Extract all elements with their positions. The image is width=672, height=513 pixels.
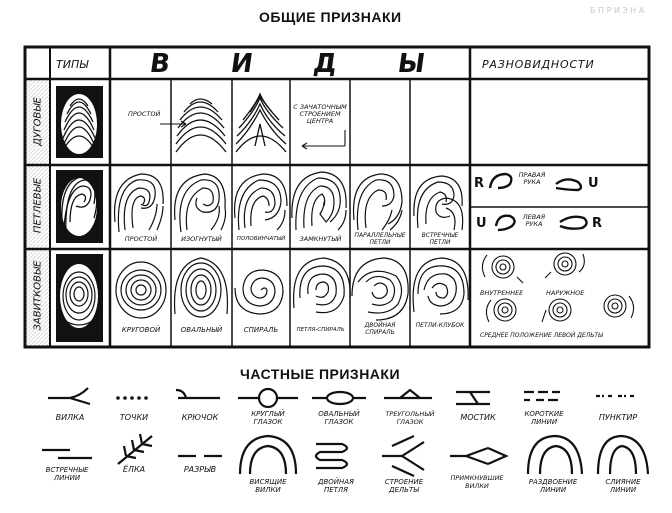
feature-label: СЛИЯНИЕ ЛИНИИ xyxy=(605,478,641,494)
general-features-title: ОБЩИЕ ПРИЗНАКИ xyxy=(259,9,402,25)
feature-label: ТОЧКИ xyxy=(119,413,149,422)
feature-label: ТРЕУГОЛЬНЫЙ ГЛАЗОК xyxy=(385,410,435,426)
feature-label: ПУНКТИР xyxy=(598,413,638,422)
loop-kind-label: ПРОСТОЙ xyxy=(124,235,158,243)
feature-label: ВИСЯЩИЕ ВИЛКИ xyxy=(249,478,287,494)
bleed-through-text: Б П Р И З Н А xyxy=(590,6,645,15)
loop-kind-label: ПОЛОВИНЧАТЫЙ xyxy=(236,236,286,242)
row-label-loop: ПЕТЛЕВЫЕ xyxy=(32,177,44,234)
type-thumbnail-loop xyxy=(56,170,103,243)
type-thumbnail-arc xyxy=(56,86,103,158)
feature-label: МОСТИК xyxy=(460,413,496,422)
whorl-kind-prints xyxy=(116,258,468,320)
whorl-kind-label: ОВАЛЬНЫЙ xyxy=(180,326,223,334)
whorl-kind-label: ПЕТЛЯ-СПИРАЛЬ xyxy=(296,327,345,333)
arch-simple-label: ПРОСТОЙ xyxy=(128,110,161,118)
loop-variety-letter: R xyxy=(474,176,485,191)
whorl-kind-label: СПИРАЛЬ xyxy=(243,326,279,334)
feature-label: ЁЛКА xyxy=(122,465,146,474)
left-hand-label: ЛЕВАЯ РУКА xyxy=(522,213,546,228)
loop-variety-letter: U xyxy=(588,176,599,191)
feature-label: РАЗРЫВ xyxy=(183,465,217,474)
loop-variety-letter: R xyxy=(592,216,603,231)
arch-tented-print xyxy=(236,94,286,152)
type-thumbnail-whorl xyxy=(56,254,103,342)
feature-label: ВИЛКА xyxy=(55,413,85,422)
feature-label: КРУГЛЫЙ ГЛАЗОК xyxy=(251,410,285,426)
right-hand-label: ПРАВАЯ РУКА xyxy=(518,171,546,186)
feature-label: ВСТРЕЧНЫЕ ЛИНИИ xyxy=(45,466,89,482)
particular-feature-glyphs-row1 xyxy=(48,388,636,407)
whorl-variety-inner: ВНУТРЕННЕЕ xyxy=(480,289,524,297)
feature-label: ДВОЙНАЯ ПЕТЛЯ xyxy=(318,478,354,494)
loop-kind-label: ПАРАЛЛЕЛЬНЫЕ ПЕТЛИ xyxy=(354,232,406,246)
arch-tented-label: С ЗАЧАТОЧНЫМ СТРОЕНИЕМ ЦЕНТРА xyxy=(293,103,347,125)
feature-label: КОРОТКИЕ ЛИНИИ xyxy=(524,410,564,426)
particular-features-title: ЧАСТНЫЕ ПРИЗНАКИ xyxy=(240,366,401,382)
loop-kind-label: ВСТРЕЧНЫЕ ПЕТЛИ xyxy=(421,232,459,246)
whorl-variety-middle: СРЕДНЕЕ ПОЛОЖЕНИЕ ЛЕВОЙ ДЕЛЬТЫ xyxy=(480,332,603,339)
loop-kind-label: ИЗОГНУТЫЙ xyxy=(181,235,222,243)
whorl-kind-label: ДВОЙНАЯ СПИРАЛЬ xyxy=(364,322,396,336)
loop-variety-letter: U xyxy=(476,216,487,231)
row-label-arc: ДУГОВЫЕ xyxy=(32,97,44,146)
varieties-header: РАЗНОВИДНОСТИ xyxy=(482,58,595,71)
row-label-whorl: ЗАВИТКОВЫЕ xyxy=(32,260,44,331)
whorl-variety-shapes xyxy=(482,253,633,322)
feature-label: ПРИМКНУВШИЕ ВИЛКИ xyxy=(450,474,504,490)
loop-kind-label: ЗАМКНУТЫЙ xyxy=(299,235,342,243)
whorl-variety-outer: НАРУЖНОЕ xyxy=(546,289,585,297)
feature-label: КРЮЧОК xyxy=(181,413,219,422)
feature-label: ОВАЛЬНЫЙ ГЛАЗОК xyxy=(318,410,360,426)
feature-label: СТРОЕНИЕ ДЕЛЬТЫ xyxy=(384,478,424,494)
types-header: ТИПЫ xyxy=(56,58,89,71)
kinds-header: В И Д Ы xyxy=(147,49,453,79)
whorl-kind-label: ПЕТЛИ-КЛУБОК xyxy=(415,322,465,329)
whorl-kind-label: КРУГОВОЙ xyxy=(121,326,161,334)
feature-label: РАЗДВОЕНИЕ ЛИНИИ xyxy=(528,478,578,494)
